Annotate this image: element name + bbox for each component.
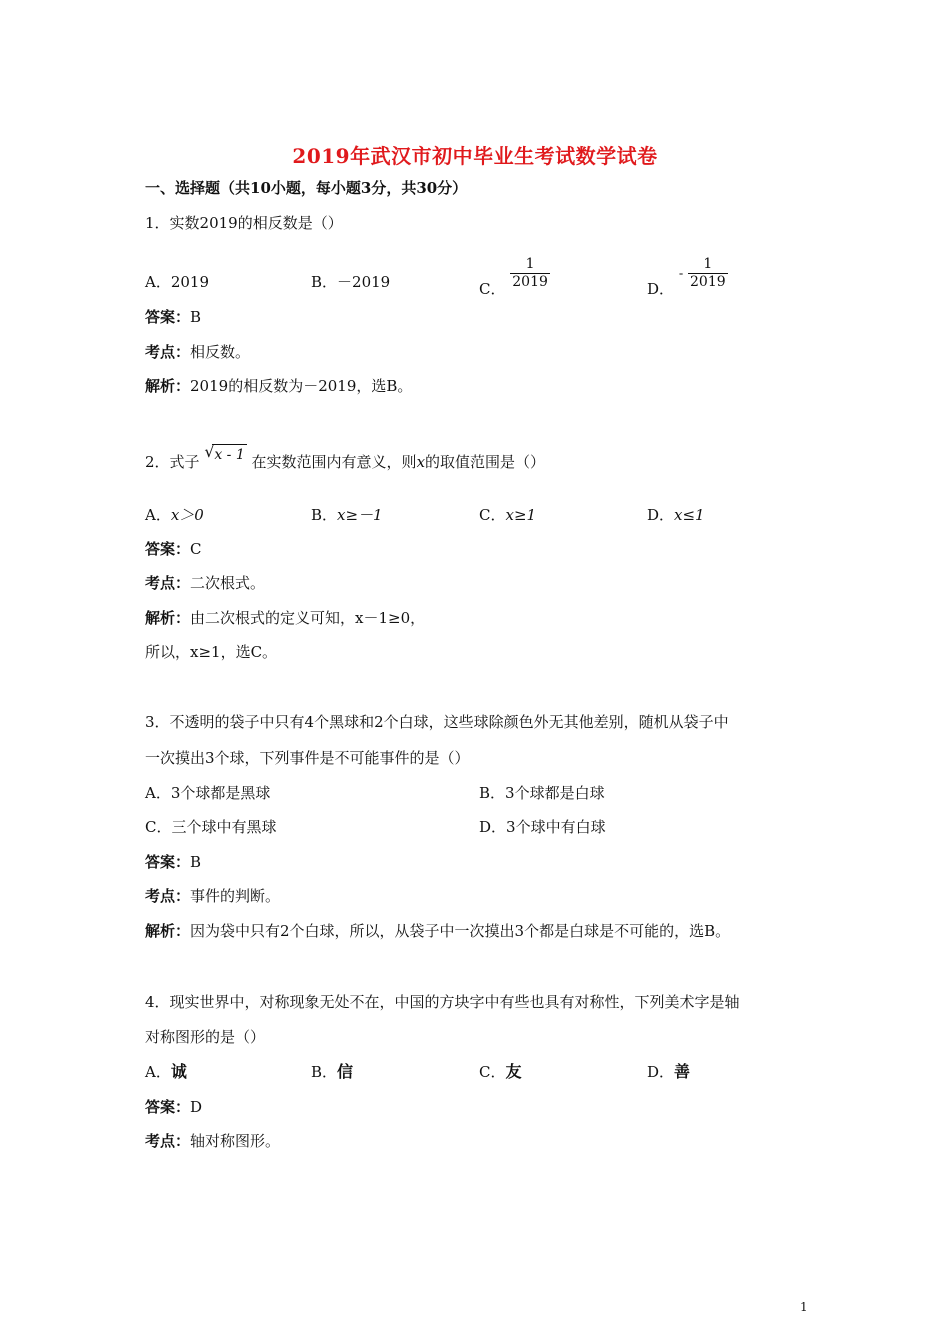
answer-value: C	[190, 540, 202, 558]
page-number: 1	[800, 1300, 808, 1314]
option-label: A．	[145, 506, 171, 524]
q1-option-c-numerator: 1	[525, 256, 535, 272]
page-title: 2019年武汉市初中毕业生考试数学试卷	[292, 144, 658, 168]
q2-option-b	[311, 505, 383, 525]
option-character: 友	[505, 1062, 522, 1081]
point-value: 事件的判断。	[190, 887, 281, 905]
q1-option-c-denominator: 2019	[512, 274, 548, 290]
analysis-value: 因为袋中只有2个白球，所以，从袋子中一次摸出3个都是白球是不可能的，选B。	[190, 922, 731, 940]
option-expression: x≥－1	[337, 506, 383, 524]
point-label: 考点：	[145, 574, 191, 592]
q3-option-b: B．3个球都是白球	[479, 784, 605, 802]
q2-option-c	[479, 505, 536, 525]
q3-stem-line1: 3．不透明的袋子中只有4个黑球和2个白球，这些球除颜色外无其他差别，随机从袋子中	[145, 713, 729, 731]
option-character: 善	[674, 1062, 691, 1081]
option-label: B．	[311, 506, 338, 524]
answer-value: B	[190, 308, 202, 326]
option-label: B．	[311, 1063, 338, 1081]
q2-analysis-continued: 所以，x≥1，选C。	[145, 643, 278, 661]
answer-label: 答案：	[145, 1098, 191, 1116]
q1-stem: 1．实数2019的相反数是（）	[145, 214, 343, 232]
q2-stem-variable: x	[416, 453, 426, 471]
q1-option-d-fraction	[688, 256, 728, 291]
q4-stem-line1: 4．现实世界中，对称现象无处不在，中国的方块字中有些也具有对称性，下列美术字是轴	[145, 993, 740, 1011]
q2-option-a	[145, 505, 204, 525]
q3-point	[145, 886, 280, 906]
q3-answer	[145, 852, 201, 872]
q3-stem-line2: 一次摸出3个球，下列事件是不可能事件的是（）	[145, 749, 470, 767]
answer-value: B	[190, 853, 202, 871]
analysis-label: 解析：	[145, 377, 191, 395]
q1-option-d	[647, 256, 728, 298]
option-label: C．	[479, 506, 506, 524]
q1-option-a: A．2019	[145, 273, 210, 291]
q2-stem	[145, 442, 546, 473]
q4-option-d	[647, 1062, 690, 1082]
analysis-label: 解析：	[145, 609, 191, 627]
q2-stem-prefix: 2．式子	[145, 453, 200, 471]
q4-stem-line2: 对称图形的是（）	[145, 1028, 266, 1046]
analysis-label: 解析：	[145, 922, 191, 940]
q1-option-d-label: D．	[647, 279, 675, 298]
answer-label: 答案：	[145, 540, 191, 558]
point-value: 相反数。	[190, 343, 251, 361]
q4-option-a	[145, 1062, 187, 1082]
q1-option-b: B．－2019	[311, 273, 391, 291]
q4-answer	[145, 1097, 202, 1117]
q2-point	[145, 573, 265, 593]
option-expression: x≤1	[674, 506, 705, 524]
option-character: 信	[337, 1062, 354, 1081]
sqrt-icon: √	[204, 442, 215, 461]
option-label: C．	[479, 1063, 506, 1081]
point-value: 轴对称图形。	[190, 1132, 281, 1150]
q4-option-c	[479, 1062, 522, 1082]
q3-option-d: D．3个球中有白球	[479, 818, 606, 836]
point-value: 二次根式。	[190, 574, 266, 592]
option-label: D．	[647, 506, 675, 524]
q2-answer	[145, 539, 202, 559]
q1-analysis	[145, 376, 412, 396]
q1-option-d-numerator: 1	[703, 256, 713, 272]
q4-option-b	[311, 1062, 353, 1082]
answer-label: 答案：	[145, 853, 191, 871]
q1-option-d-sign: -	[678, 266, 684, 282]
q1-option-c-label: C．	[479, 279, 506, 298]
section-heading: 一、选择题（共10小题，每小题3分，共30分）	[145, 179, 468, 197]
answer-value: D	[190, 1098, 203, 1116]
option-label: D．	[647, 1063, 675, 1081]
q1-answer	[145, 307, 201, 327]
analysis-value: 由二次根式的定义可知，x－1≥0，	[190, 609, 426, 627]
point-label: 考点：	[145, 1132, 191, 1150]
option-character: 诚	[170, 1062, 187, 1081]
q2-radicand: x - 1	[212, 444, 246, 465]
q2-stem-middle: 在实数范围内有意义，则	[251, 453, 417, 471]
option-label: A．	[145, 1063, 171, 1081]
q3-option-c: C．三个球中有黑球	[145, 818, 277, 836]
q1-option-c-fraction	[510, 256, 550, 291]
point-label: 考点：	[145, 343, 191, 361]
q1-option-d-denominator: 2019	[690, 274, 726, 290]
q4-point	[145, 1131, 280, 1151]
point-label: 考点：	[145, 887, 191, 905]
q2-stem-suffix: 的取值范围是（）	[425, 453, 546, 471]
option-expression: x＞0	[170, 506, 204, 524]
q2-analysis	[145, 608, 425, 628]
q1-option-c	[479, 256, 550, 298]
q1-point	[145, 342, 250, 362]
answer-label: 答案：	[145, 308, 191, 326]
option-expression: x≥1	[505, 506, 537, 524]
q3-analysis	[145, 921, 730, 941]
q2-option-d	[647, 505, 705, 525]
q3-option-a: A．3个球都是黑球	[145, 784, 271, 802]
analysis-value: 2019的相反数为－2019，选B。	[190, 377, 413, 395]
q2-radical-expression	[204, 444, 246, 465]
